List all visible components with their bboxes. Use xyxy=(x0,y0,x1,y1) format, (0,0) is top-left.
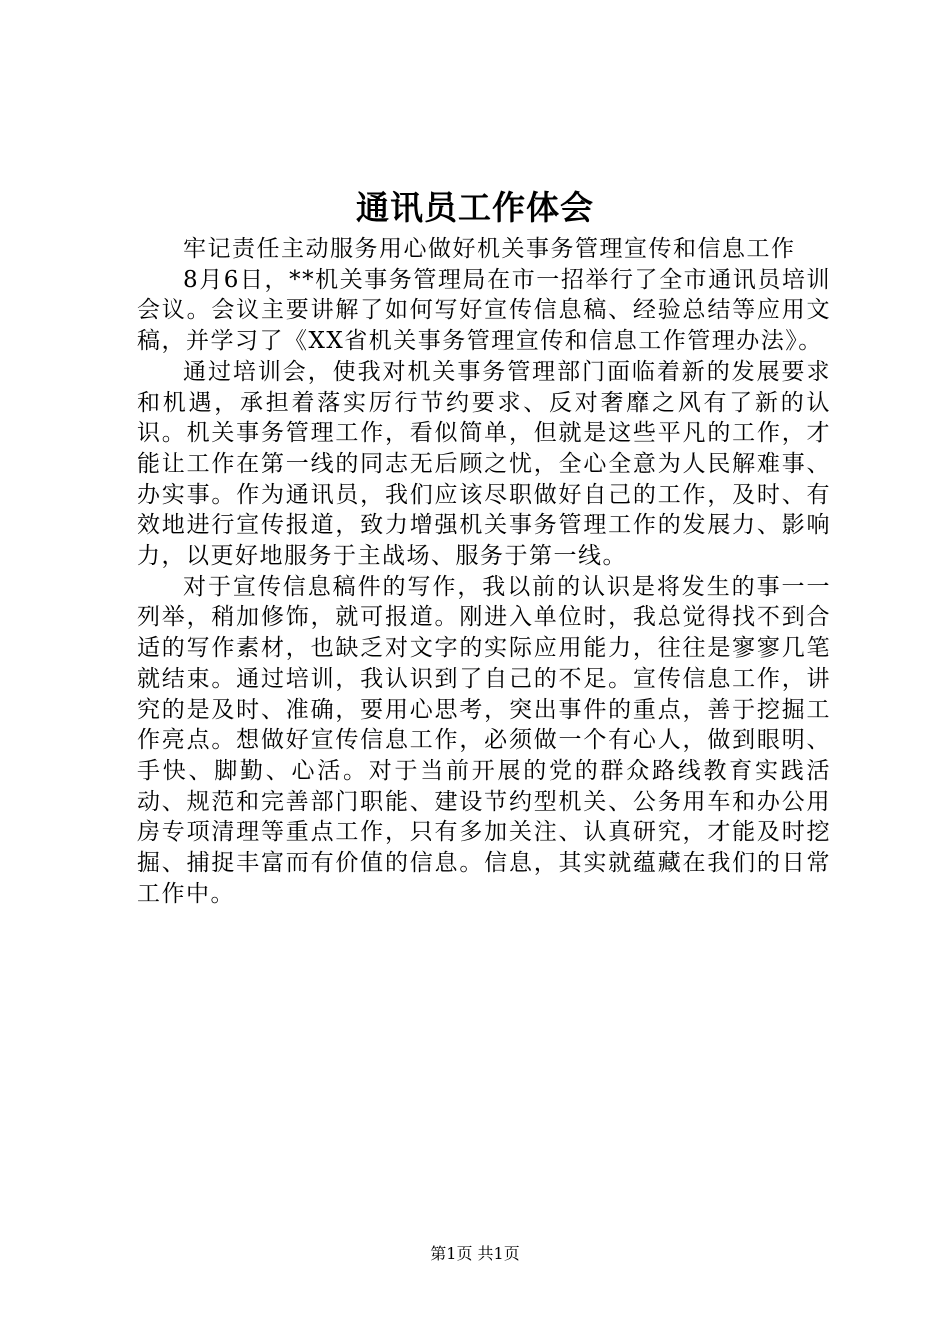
page-footer: 第1页 共1页 xyxy=(430,1244,520,1263)
body-paragraph: 8月6日，**机关事务管理局在市一招举行了全市通讯员培训会议。会议主要讲解了如何写好宣传信息稿、经验总结等应用文稿，并学习了《XX省机关事务管理宣传和信息工作管理办法》。 xyxy=(137,266,831,355)
body-paragraph: 通过培训会，使我对机关事务管理部门面临着新的发展要求和机遇，承担着落实厉行节约要求、反对奢靡之风有了新的认识。机关事务管理工作，看似简单，但就是这些平凡的工作，才能让工作在第一线的同志无后顾之忧，全心全意为人民解难事、办实事。作为通讯员，我们应该尽职做好自己的工作，及时、有效地进行宣传报道，致力增强机关事务管理工作的发展力、影响力，以更好地服务于主战场、服务于第一线。 xyxy=(137,358,831,570)
body-paragraph: 对于宣传信息稿件的写作，我以前的认识是将发生的事一一列举，稍加修饰，就可报道。刚进入单位时，我总觉得找不到合适的写作素材，也缺乏对文字的实际应用能力，往往是寥寥几笔就结束。通过培训，我认识到了自己的不足。宣传信息工作，讲究的是及时、准确，要用心思考，突出事件的重点，善于挖掘工作亮点。想做好宣传信息工作，必须做一个有心人，做到眼明、手快、脚勤、心活。对于当前开展的党的群众路线教育实践活动、规范和完善部门职能、建设节约型机关、公务用车和办公用房专项清理等重点工作，只有多加关注、认真研究，才能及时挖掘、捕捉丰富而有价值的信息。信息，其实就蕴藏在我们的日常工作中。 xyxy=(137,573,831,907)
document-title: 通讯员工作体会 xyxy=(356,188,594,227)
subtitle-paragraph: 牢记责任主动服务用心做好机关事务管理宣传和信息工作 xyxy=(183,236,796,262)
document-body xyxy=(137,234,831,909)
